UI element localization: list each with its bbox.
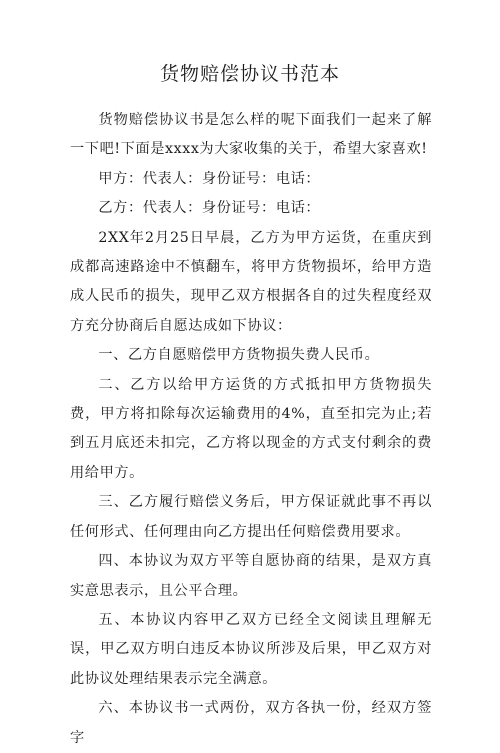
clause-5: 五、本协议内容甲乙双方已经全文阅读且理解无误，甲乙双方明白违反本协议所涉及后果，甲乙双方对此协议处理结果表示完全满意。 — [70, 611, 432, 687]
document-title: 货物赔偿协议书范本 — [159, 63, 340, 85]
paragraph-party-a: 甲方：代表人：身份证号：电话： — [98, 170, 321, 187]
clause-4: 四、本协议为双方平等自愿协商的结果，是双方真实意思表示，且公平合理。 — [70, 553, 432, 599]
paragraph-intro: 货物赔偿协议书是怎么样的呢下面我们一起来了解一下吧!下面是xxxx为大家收集的关于，希望大家喜欢! — [70, 112, 432, 158]
clause-3: 三、乙方履行赔偿义务后，甲方保证就此事不再以任何形式、任何理由向乙方提出任何赔偿费用要求。 — [70, 494, 432, 540]
clause-6: 六、本协议书一式两份，双方各执一份，经双方签字 — [70, 700, 432, 746]
clause-2: 二、乙方以给甲方运货的方式抵扣甲方货物损失费，甲方将扣除每次运输费用的4%，直至扣完为止;若到五月底还未扣完，乙方将以现金的方式支付剩余的费用给甲方。 — [70, 376, 432, 481]
document-body — [70, 106, 432, 753]
paragraph-party-b: 乙方：代表人：身份证号：电话： — [98, 200, 321, 217]
clause-1: 一、乙方自愿赔偿甲方货物损失费人民币。 — [98, 347, 380, 364]
paragraph-background: 2XX年2月25日早晨，乙方为甲方运货，在重庆到成都高速路途中不慎翻车，将甲方货物损坏，给甲方造成人民币的损失，现甲乙双方根据各自的过失程度经双方充分协商后自愿达成如下协议： — [70, 229, 432, 334]
